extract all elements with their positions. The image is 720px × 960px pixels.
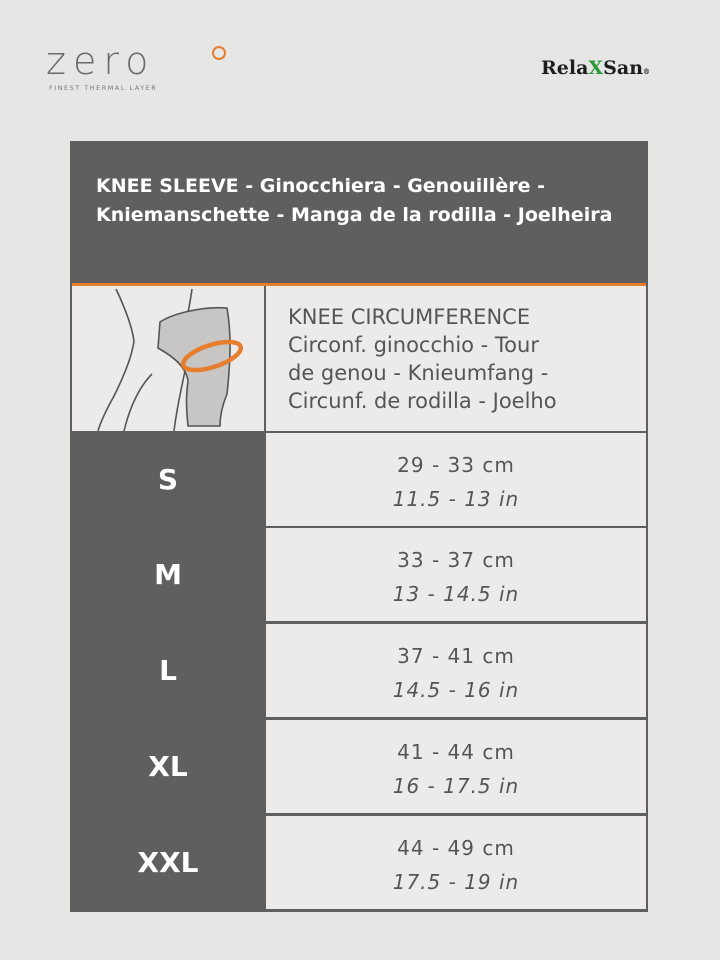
range-in: 11.5 - 13 in [392, 487, 520, 511]
relaxsan-logo-part-b: San [603, 57, 644, 79]
size-label-m: M [72, 528, 264, 621]
range-cm: 29 - 33 cm [397, 453, 515, 477]
size-row-l [266, 624, 646, 717]
range-cm: 33 - 37 cm [397, 548, 515, 572]
relaxsan-logo [541, 55, 676, 81]
size-chart-table [70, 141, 648, 912]
relaxsan-logo-registered: ® [643, 67, 651, 76]
zero-logo-word: zero [46, 39, 156, 83]
relaxsan-logo-x: X [588, 57, 604, 79]
range-in: 16 - 17.5 in [392, 774, 520, 798]
size-label-l: L [72, 624, 264, 717]
measure-label-line: Circunf. de rodilla - Joelho [288, 389, 557, 413]
zero-logo [46, 39, 158, 92]
range-cm: 37 - 41 cm [397, 644, 515, 668]
range-cm: 44 - 49 cm [397, 836, 515, 860]
size-row-xl [266, 720, 646, 813]
size-label-s: S [72, 433, 264, 526]
zero-logo-tagline: FINEST THERMAL LAYER [49, 84, 158, 92]
measure-label-line: KNEE CIRCUMFERENCE [288, 305, 531, 329]
zero-logo-degree-icon [212, 46, 226, 60]
relaxsan-logo-wordmark [541, 57, 650, 79]
knee-diagram [72, 286, 264, 431]
range-in: 17.5 - 19 in [392, 870, 520, 894]
size-label-xxl: XXL [72, 816, 264, 909]
size-row-xxl [266, 816, 646, 909]
measure-label-line: de genou - Knieumfang - [288, 361, 549, 385]
size-row-s [266, 433, 646, 526]
range-cm: 41 - 44 cm [397, 740, 515, 764]
size-row-m [266, 528, 646, 621]
range-in: 14.5 - 16 in [392, 678, 520, 702]
table-header [72, 143, 646, 286]
range-in: 13 - 14.5 in [392, 582, 520, 606]
product-title: KNEE SLEEVE - Ginocchiera - Genouillère - Kniemanschette - Manga de la rodilla - Joelheira [96, 175, 613, 226]
measure-label-line: Circonf. ginocchio - Tour [288, 333, 539, 357]
measure-header-cell [266, 286, 646, 431]
knee-sleeve-illustration-icon [72, 286, 264, 431]
size-label-xl: XL [72, 720, 264, 813]
knee-circumference-label [288, 303, 638, 415]
relaxsan-logo-part-a: Rela [541, 57, 589, 79]
